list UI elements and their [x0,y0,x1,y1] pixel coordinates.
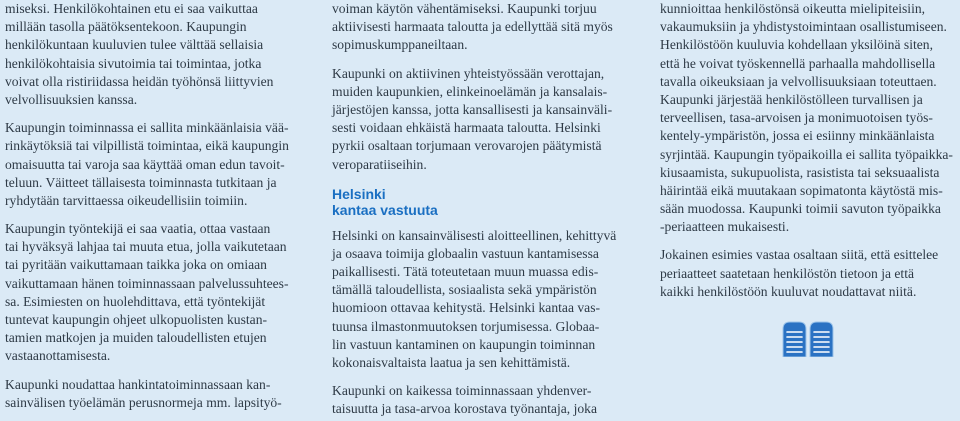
paragraph [5,0,305,109]
text-line: kentely-ympäristön, jossa ei esiinny minkäänlaista [660,128,935,144]
text-line: Kaupunki on aktiivinen yhteistyössään verottajan, [332,65,605,81]
paragraph [5,376,305,412]
text-line: muiden kaupunkien, elinkeinoelämän ja kansalais- [332,83,608,99]
text-line: paikallisesti. Tätä toteutetaan muun muassa edis- [332,264,599,280]
text-line: -periaatteen mukaisesti. [660,219,790,235]
text-line: periaatteet saatetaan henkilöstön tietoon ja että [660,265,915,281]
text-line: häirintää eikä muutakaan sopimatonta käytöstä mis- [660,182,943,198]
text-line: lin vastuun kantaminen on kaupungin toiminnan [332,336,596,352]
column-2 [332,0,632,419]
text-line: ryhdytään tarvittaessa oikeudellisiin toimiin. [5,192,248,208]
text-line: ja osaava toimija globaalin vastuun kantamisessa [332,245,599,261]
text-line: teluun. Väitteet tällaisesta toiminnasta tutkitaan ja [5,174,277,190]
text-line: sa. Esimiesten on huolehdittava, että työntekijät [5,293,266,309]
text-line: tuntevat kaupungin ohjeet ulkopuolisten kustan- [5,312,268,327]
text-line: millään tasolla päätöksentekoon. Kaupungin [5,19,247,35]
paragraph [332,382,632,418]
paragraph [660,246,956,301]
text-line: että he voivat työskennellä parhaalla mahdollisella [660,55,936,71]
text-line: tai pyritään vaikuttamaan taikka joka on omiaan [5,257,267,273]
text-line: tai hyväksyä lahjaa tai muuta etua, jolla vaikutetaan [5,239,287,255]
text-line: kokonaisvaltaista laatua ja sen kehittämistä. [332,355,571,370]
text-line: Jokainen esimies vastaa osaltaan siitä, että esittelee [660,247,939,263]
column-1 [5,0,305,412]
paragraph [660,0,956,236]
text-line: Helsinki on kansainvälisesti aloitteellinen, kehittyvä [332,227,617,243]
text-line: syrjintää. Kaupungin työpaikoilla ei sallita työpaikka- [660,146,953,162]
paragraph [5,119,305,210]
text-line: Kaupunki järjestää henkilöstölleen turvallisen ja [660,91,923,107]
text-line: omaisuutta tai varoja saa käyttää oman edun tavoit- [5,156,285,172]
text-line: huomioon ottavaa kehitystä. Helsinki kantaa vas- [332,300,601,316]
heading-line: Helsinki [332,185,386,202]
text-line: järjestöjen kanssa, jotta kansallisesti ja kansainväli- [332,101,613,117]
text-line: voivat olla ristiriidassa heidän työhönsä liittyvien [5,73,274,89]
text-line: sesti voidaan ehkäistä harmaata taloutta. Helsinki [332,120,601,136]
text-line: henkilökuntaan kuuluvien tulee välttää sellaisia [5,37,264,53]
paragraph [332,0,632,55]
text-line: Kaupunki noudattaa hankintatoiminnassaan kan- [5,376,271,392]
text-line: Kaupunki on kaikessa toiminnassaan yhdenver- [332,383,592,399]
tablets-icon-graphic [782,321,834,357]
text-line: veroparatiiseihin. [332,156,427,172]
text-line: vastaanottamisesta. [5,348,111,364]
text-line: taisuutta ja tasa-arvoa korostava työnantaja, joka [332,401,597,417]
text-line: voiman käytön vähentämiseksi. Kaupunki torjuu [332,1,597,16]
paragraph [5,220,305,366]
text-line: kunnioittaa henkilöstönsä oikeutta mielipiteisiin, [660,1,926,16]
text-line: terveellisen, tasa-arvoisen ja monimuotoisen työs- [660,110,933,126]
text-line: pyrkii osaltaan torjumaan verovarojen päätymistä [332,138,602,154]
paragraph [332,65,632,174]
text-line: velvollisuuksien kanssa. [5,91,138,107]
text-line: aktiivisesti harmaata taloutta ja edellyttää sitä myös [332,19,613,35]
text-line: kaikki henkilöstöön kuuluvat noudattavat niitä. [660,283,917,299]
text-line: tämällä taloudellista, sosiaalista sekä ympäristön [332,282,597,298]
paragraph [332,227,632,373]
text-line: henkilökohtaisia sivutoimia tai toimintaa, jotka [5,55,262,71]
section-heading [332,186,632,219]
text-line: Kaupungin työntekijä ei saa vaatia, ottaa vastaan [5,221,271,237]
text-line: tamien matkojen ja muiden taloudellisten etujen [5,330,267,346]
tablets-icon [782,321,834,357]
text-line: vaikuttamaan hänen toiminnassaan palvelussuhtees- [5,275,289,291]
text-line: miseksi. Henkilökohtainen etu ei saa vaikuttaa [5,1,258,16]
heading-line: kantaa vastuuta [332,202,438,219]
text-line: Henkilöstöön kuuluvia kohdellaan yksilöinä siten, [660,37,933,53]
text-line: sainvälisen työelämän perusnormeja mm. lapsityö- [5,394,282,410]
text-line: sopimuskumppaneiltaan. [332,37,468,53]
text-line: sään muodossa. Kaupunki toimii savuton työpaikka [660,201,941,217]
text-line: kiusaamista, sukupuolista, rasistista tai seksuaalista [660,164,940,180]
text-line: rinkäytöksiä tai vilpillistä toimintaa, eikä kaupungin [5,138,289,154]
text-line: tavalla oikeuksiaan ja velvollisuuksiaan toteuttaen. [660,73,937,89]
text-line: tuunsa ilmastonmuutoksen torjumisessa. Globaa- [332,318,600,334]
column-3 [660,0,956,301]
text-line: Kaupungin toiminnassa ei sallita minkäänlaisia vää- [5,120,289,136]
text-line: vakaumuksiin ja yhdistystoimintaan osallistumiseen. [660,19,947,35]
